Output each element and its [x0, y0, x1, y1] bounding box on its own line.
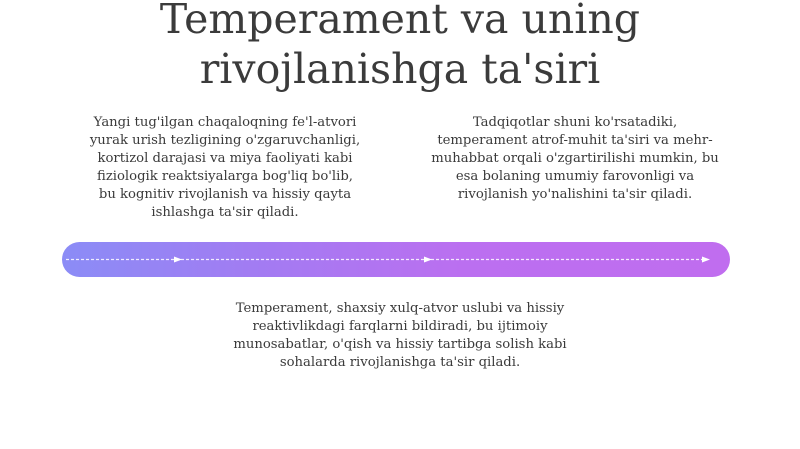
bottom-line: munosabatlar, o'qish va hissiy tartibga solish kabi: [233, 337, 567, 352]
right-paragraph: [410, 114, 740, 204]
page-title: [0, 0, 800, 94]
left-line: yurak urish tezligining o'zgaruvchanligi,: [89, 133, 361, 148]
title-line-2: rivojlanishga ta'siri: [199, 45, 601, 93]
right-line: esa bolaning umumiy farovonligi va: [455, 169, 695, 184]
bottom-line: reaktivlikdagi farqlarni bildiradi, bu ijtimoiy: [252, 319, 548, 334]
timeline-arrows: [62, 242, 730, 277]
bottom-paragraph: [200, 300, 600, 372]
left-paragraph: [60, 114, 390, 222]
left-line: kortizol darajasi va miya faoliyati kabi: [97, 151, 353, 166]
left-line: fiziologik reaktsiyalarga bog'liq bo'lib,: [97, 169, 353, 184]
left-line: bu kognitiv rivojlanish va hissiy qayta: [98, 187, 352, 202]
right-line: muhabbat orqali o'zgartirilishi mumkin, bu: [431, 151, 719, 166]
title-line-1: Temperament va uning: [159, 0, 641, 43]
arrow-icon: [424, 257, 432, 263]
bottom-line: Temperament, shaxsiy xulq-atvor uslubi va hissiy: [235, 301, 565, 316]
right-line: temperament atrof-muhit ta'siri va mehr-: [437, 133, 713, 148]
left-line: Yangi tug'ilgan chaqaloqning fe'l-atvori: [93, 115, 357, 130]
timeline-bar: [62, 242, 730, 277]
arrow-icon: [702, 257, 710, 263]
bottom-line: sohalarda rivojlanishga ta'sir qiladi.: [279, 355, 521, 370]
right-line: Tadqiqotlar shuni ko'rsatadiki,: [472, 115, 678, 130]
left-line: ishlashga ta'sir qiladi.: [151, 205, 299, 220]
arrow-icon: [174, 257, 182, 263]
right-line: rivojlanish yo'nalishini ta'sir qiladi.: [457, 187, 693, 202]
